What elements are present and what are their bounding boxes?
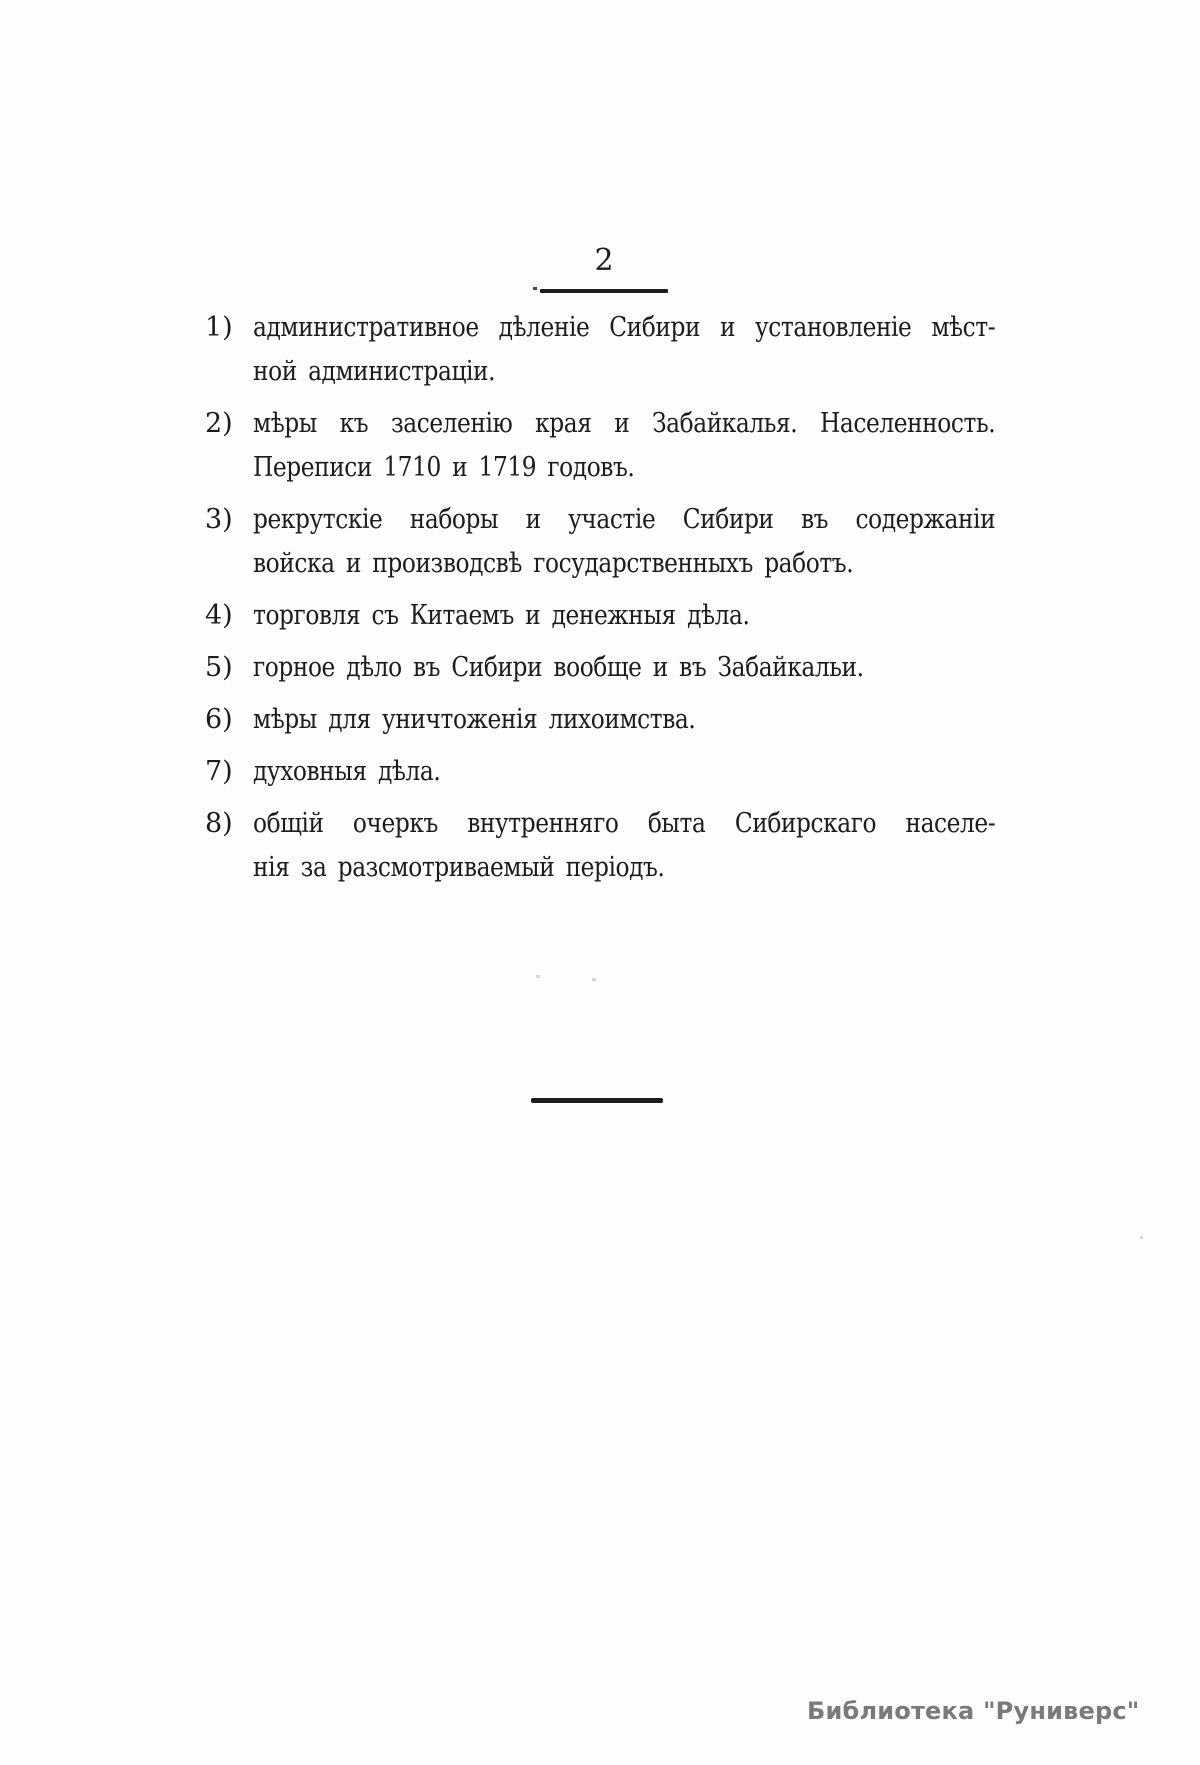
item-text bbox=[253, 750, 995, 794]
item-line: ной администраціи. bbox=[253, 356, 496, 387]
item-line: торговля съ Китаемъ и денежныя дѣла. bbox=[253, 600, 750, 631]
item-text bbox=[253, 594, 995, 638]
item-number: 1) bbox=[205, 312, 233, 343]
item-line: общій очеркъ внутренняго быта Сибирскаго населе- bbox=[253, 808, 996, 839]
item-line: мѣры для уничтоженія лихоимства. bbox=[253, 704, 696, 735]
item-line: мѣры къ заселенію края и Забайкалья. Населенность. bbox=[253, 408, 996, 439]
item-line: нія за разсмотриваемый періодъ. bbox=[253, 852, 665, 883]
item-text bbox=[253, 498, 995, 586]
list-item bbox=[205, 402, 1145, 490]
item-number: 2) bbox=[205, 408, 233, 439]
item-line: духовныя дѣла. bbox=[253, 756, 441, 787]
list-item bbox=[205, 802, 1145, 890]
item-text bbox=[253, 646, 995, 690]
list-item bbox=[205, 594, 1145, 638]
scan-speck bbox=[592, 978, 596, 981]
divider-rule bbox=[531, 1098, 663, 1103]
list-item bbox=[205, 498, 1145, 586]
watermark-text: Библиотека "Руниверс" bbox=[807, 1697, 1140, 1725]
item-line: Переписи 1710 и 1719 годовъ. bbox=[253, 452, 635, 483]
item-text bbox=[253, 402, 995, 490]
contents-list bbox=[205, 306, 1145, 898]
scan-speck bbox=[1140, 1236, 1143, 1239]
scan-speck bbox=[536, 975, 540, 978]
item-number: 6) bbox=[205, 704, 233, 735]
item-line: рекрутскіе наборы и участіе Сибири въ содержаніи bbox=[253, 504, 996, 535]
list-item bbox=[205, 698, 1145, 742]
item-number: 7) bbox=[205, 756, 233, 787]
item-text bbox=[253, 698, 995, 742]
item-text bbox=[253, 306, 995, 394]
page-number: 2 bbox=[594, 243, 614, 278]
list-item bbox=[205, 306, 1145, 394]
header-rule bbox=[540, 289, 668, 293]
list-item bbox=[205, 646, 1145, 690]
item-number: 5) bbox=[205, 652, 233, 683]
item-text bbox=[253, 802, 995, 890]
item-number: 8) bbox=[205, 808, 233, 839]
item-line: войска и производсвѣ государственныхъ работъ. bbox=[253, 548, 854, 579]
item-line: административное дѣленіе Сибири и установленіе мѣст- bbox=[253, 312, 996, 343]
item-line: горное дѣло въ Сибири вообще и въ Забайкальи. bbox=[253, 652, 864, 683]
list-item bbox=[205, 750, 1145, 794]
item-number: 4) bbox=[205, 600, 233, 631]
item-number: 3) bbox=[205, 504, 233, 535]
